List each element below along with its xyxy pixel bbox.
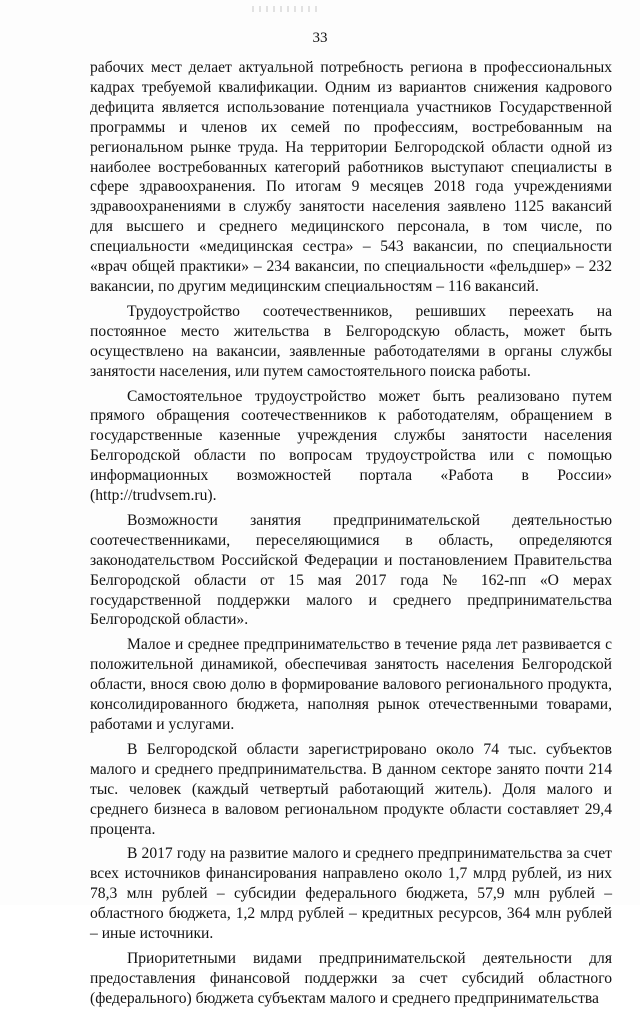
page-number: 33 — [312, 30, 328, 46]
scan-artifact — [252, 6, 322, 12]
paragraph-priority-activities: Приоритетными видами предпринимательской деятельности для предоставления финансовой поддержки за счет субсидий областного (федерального) бюджета субъектам малого и среднего предпринимательства — [90, 949, 612, 1007]
document-body — [90, 58, 612, 1014]
paragraph-sme-funding: В 2017 году на развитие малого и среднего предпринимательства за счет всех источников финансирования направлено около 1,7 млрд рублей, из них 78,3 млн рублей – субсидии федерального бюджета, 57,9 млн рублей – областного бюджета, 1,2 млрд рублей – кредитных ресурсов, 364 млн рублей – иные источники. — [90, 845, 612, 943]
paragraph-continuation: рабочих мест делает актуальной потребность региона в профессиональных кадрах требуемой квалификации. Одним из вариантов снижения кадрового дефицита является использование потенциала участников Государственной программы и членов их семей по профессиям, востребованным на региональном рынке труда. На территории Белгородской области одной из наиболее востребованных категорий работников выступают специалисты в сфере здравоохранения. По итогам 9 месяцев 2018 года учреждениями здравоохранениями в службу занятости населения заявлено 1125 вакансий для высшего и среднего медицинского персонала, в том числе, по специальности «медицинская сестра» – 543 вакансии, по специальности «врач общей практики» – 234 вакансии, по специальности «фельдшер» – 232 вакансии, по другим медицинским специальностям – 116 вакансий. — [90, 59, 612, 295]
paragraph-sme-statistics: В Белгородской области зарегистрировано около 74 тыс. субъектов малого и среднего предпринимательства. В данном секторе занято почти 214 тыс. человек (каждый четвертый работающий житель). Доля малого и среднего бизнеса в валовом региональном продукте области составляет 29,4 процента. — [90, 740, 612, 838]
paragraph-resettlement-employment: Трудоустройство соотечественников, решивших переехать на постоянное место жительства в Белгородскую область, может быть осуществлено на вакансии, заявленные работодателями в органы службы занятости населения, или путем самостоятельного поиска работы. — [90, 302, 612, 380]
paragraph-self-employment: Самостоятельное трудоустройство может быть реализовано путем прямого обращения соотечественников к работодателям, обращением в государственные казенные учреждения службы занятости населения Белгородской области по вопросам трудоустройства или с помощью информационных возможностей портала «Работа в России» (http://trudvsem.ru). — [90, 387, 612, 505]
paragraph-entrepreneurship: Возможности занятия предпринимательской деятельностью соотечественниками, переселяющимися в область, определяются законодательством Российской Федерации и постановлением Правительства Белгородской области от 15 мая 2017 года № 162-пп «О мерах государственной поддержки малого и среднего предпринимательства Белгородской области». — [90, 511, 612, 629]
paragraph-sme-dynamics: Малое и среднее предпринимательство в течение ряда лет развивается с положительной динамикой, обеспечивая занятость населения Белгородской области, внося свою долю в формирование валового регионального продукта, консолидированного бюджета, наполняя рынок отечественными товарами, работами и услугами. — [90, 636, 612, 733]
